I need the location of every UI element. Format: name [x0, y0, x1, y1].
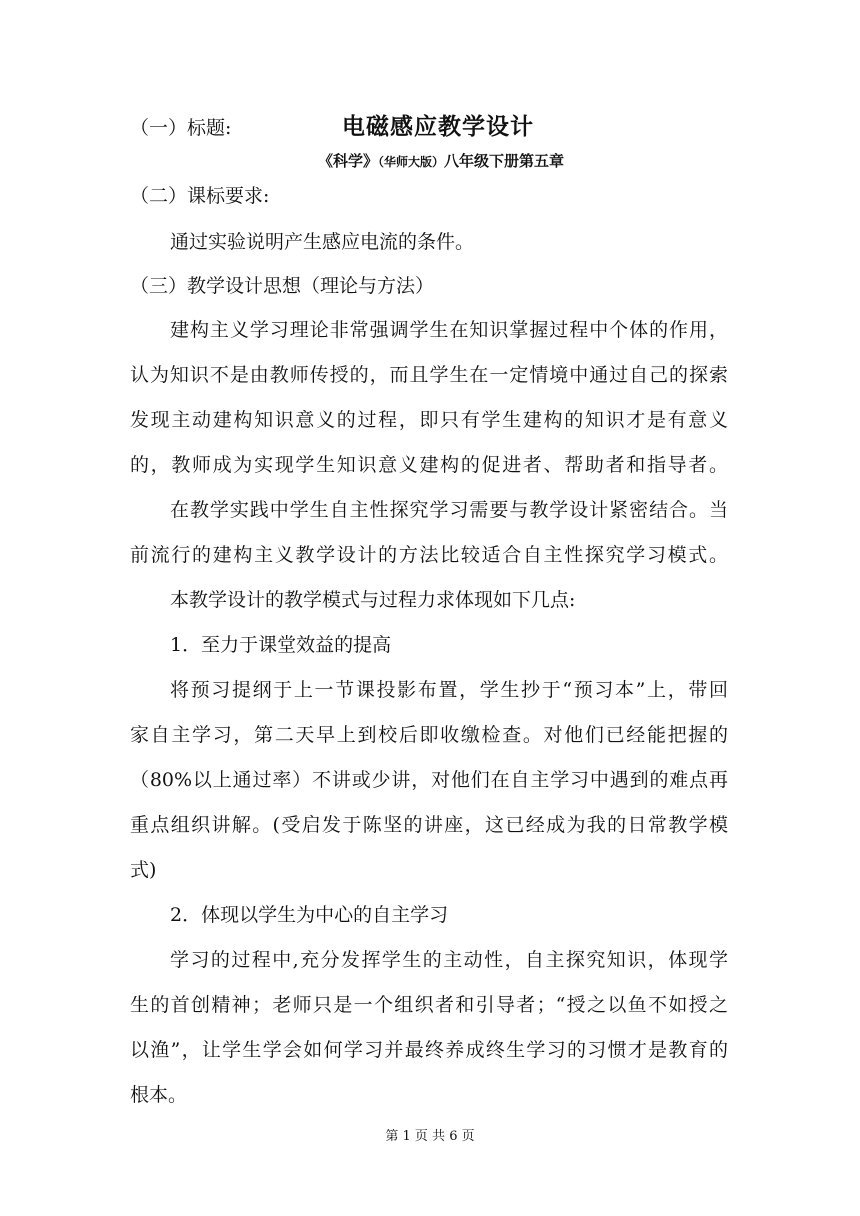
paragraph-4-line: （80%以上通过率）不讲或少讲，对他们在自主学习中遇到的难点再: [130, 769, 728, 791]
subtitle-book: 《科学》: [318, 152, 379, 170]
section-2-heading: （二）课标要求:: [130, 185, 270, 207]
subtitle: [318, 151, 564, 172]
page-footer: 第 1 页 共 6 页: [385, 1129, 475, 1144]
section-2-text: 通过实验说明产生感应电流的条件。: [170, 231, 475, 253]
paragraph-1-line: 认为知识不是由教师传授的，而且学生在一定情境中通过自己的探索: [130, 364, 728, 386]
paragraph-4-line: 家自主学习，第二天早上到校后即收缴检查。对他们已经能把握的: [130, 724, 728, 746]
paragraph-1-line: 的，教师成为实现学生知识意义建构的促进者、帮助者和指导者。: [130, 454, 728, 476]
item-1-heading: 1．至力于课堂效益的提高: [170, 634, 392, 656]
paragraph-5-line: 生的首创精神；老师只是一个组织者和引导者；“授之以鱼不如授之: [130, 994, 728, 1016]
paragraph-4-line: 将预习提纲于上一节课投影布置，学生抄于“预习本”上，带回: [170, 679, 728, 701]
paragraph-1-line: 发现主动建构知识意义的过程，即只有学生建构的知识才是有意义: [130, 409, 728, 431]
paragraph-3: 本教学设计的教学模式与过程力求体现如下几点:: [170, 589, 576, 611]
paragraph-5-line: 以渔”，让学生学会如何学习并最终养成终生学习的习惯才是教育的: [130, 1039, 728, 1061]
page-title: 电磁感应教学设计: [342, 114, 534, 140]
paragraph-5-line: 学习的过程中,充分发挥学生的主动性，自主探究知识，体现学: [170, 949, 728, 971]
paragraph-4-line: 式): [130, 859, 157, 881]
item-2-heading: 2．体现以学生为中心的自主学习: [170, 904, 449, 926]
title-label: （一）标题:: [130, 117, 232, 139]
paragraph-5-line: 根本。: [130, 1084, 188, 1106]
subtitle-edition: （华师大版）: [378, 155, 445, 169]
subtitle-chapter: 八年级下册第五章: [444, 152, 565, 170]
paragraph-1-line: 建构主义学习理论非常强调学生在知识掌握过程中个体的作用，: [170, 319, 728, 341]
paragraph-2-line: 前流行的建构主义教学设计的方法比较适合自主性探究学习模式。: [130, 544, 728, 566]
section-3-heading: （三）教学设计思想（理论与方法）: [130, 275, 435, 297]
paragraph-2-line: 在教学实践中学生自主性探究学习需要与教学设计紧密结合。当: [170, 499, 728, 521]
paragraph-4-line: 重点组织讲解。(受启发于陈坚的讲座，这已经成为我的日常教学模: [130, 814, 728, 836]
